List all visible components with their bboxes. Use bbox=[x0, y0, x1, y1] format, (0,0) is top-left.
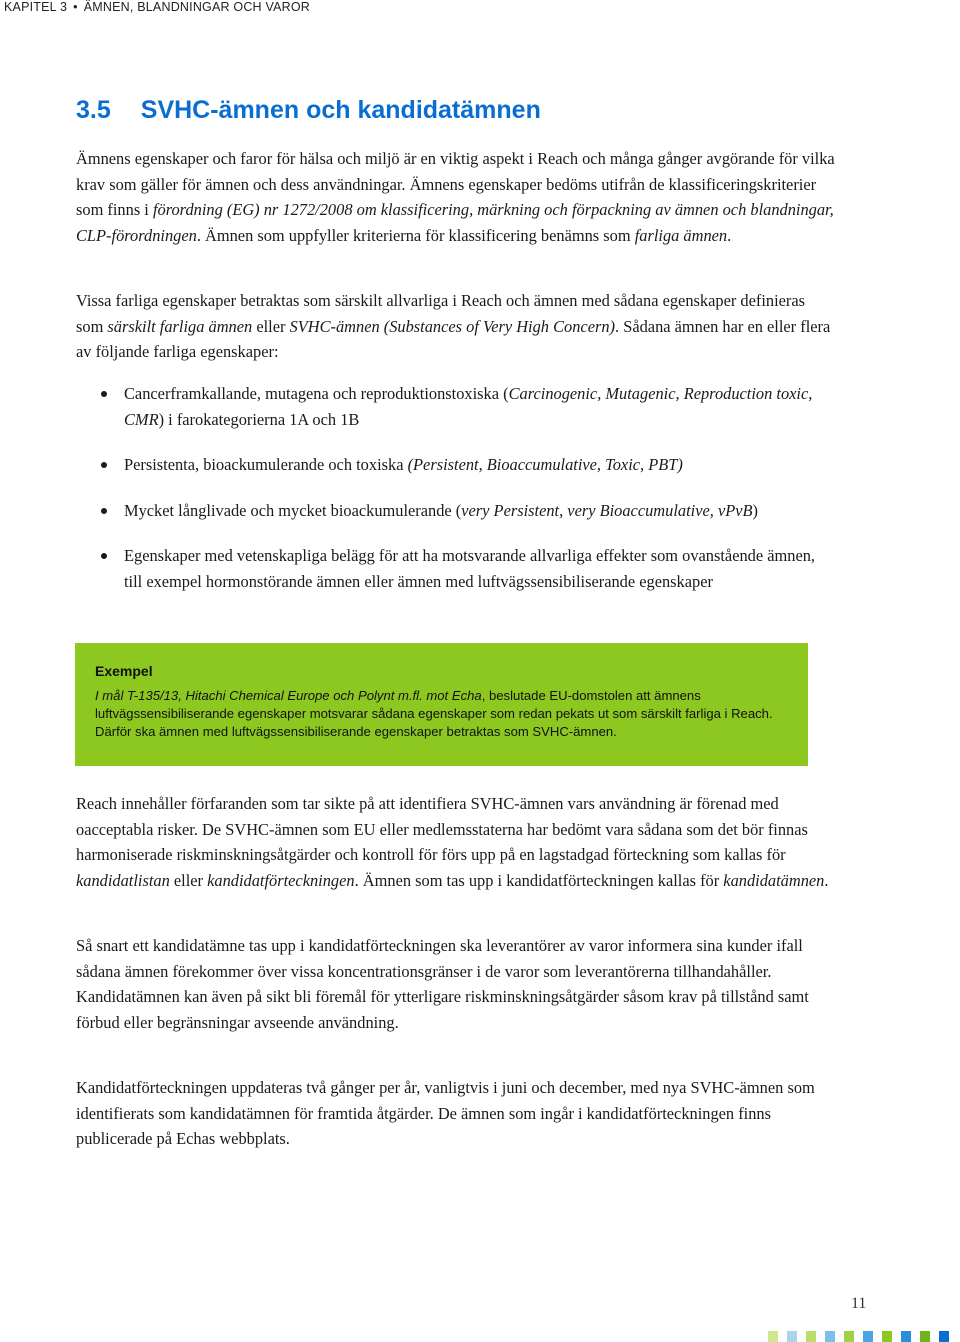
case-reference: I mål T-135/13, Hitachi Chemical Europe och Polynt m.fl. mot Echa bbox=[95, 688, 482, 703]
text-run: Egenskaper med vetenskapliga belägg för att ha motsvarande allvarliga effekter som ovanstående ämnen, till exempel hormonstörande ämnen eller ämnen med luftvägssensibiliserande egenskaper bbox=[124, 546, 816, 591]
chapter-label: KAPITEL 3 bbox=[4, 0, 68, 14]
text-run: ) bbox=[752, 500, 758, 520]
term-farliga-amnen: farliga ämnen bbox=[634, 225, 728, 245]
term-svhc: SVHC-ämnen (Substances of Very High Concern) bbox=[289, 316, 616, 336]
text-run: Mycket långlivade och mycket bioackumulerande ( bbox=[124, 500, 462, 520]
supplier-info-paragraph: Så snart ett kandidatämne tas upp i kandidatförteckningen ska leverantörer av varor informera sina kunder ifall sådana ämnen förekommer över vissa koncentrationsgränser i de varor som leverantörerna tillhandahåller. Kandidatämnen kan även på sikt bli föremål för ytterligare riskminskningsåtgärder såsom krav på tillstånd samt förbud eller begränsningar avseende användning. bbox=[76, 936, 809, 1032]
term-sarskilt-farliga: särskilt farliga ämnen bbox=[107, 316, 253, 336]
text-run: , beslutade EU-domstolen att ämnens luftvägssensibiliserande egenskaper motsvarar sådana egenskaper som redan pekats ut som särskilt farliga i Reach. Därför ska ämnen med luftvägssensibiliserande egenskaper betraktas som SVHC-ämnen. bbox=[95, 688, 773, 739]
candidate-list-paragraph bbox=[76, 791, 836, 893]
section-number: 3.5 bbox=[76, 96, 111, 124]
decorative-square bbox=[787, 1331, 797, 1342]
decorative-square bbox=[882, 1331, 892, 1342]
decorative-square bbox=[920, 1331, 930, 1342]
section-heading bbox=[76, 96, 541, 125]
text-run: eller bbox=[252, 316, 290, 336]
text-run: Ämnens egenskaper och faror för hälsa och miljö är en viktig aspekt i Reach och många gånger avgörande för vilka krav som gäller för ämnen och dess användningar. Ämnens egenskaper bedöms utifrån de klassificeringskriterier som finns i bbox=[76, 149, 835, 220]
term-kandidatlistan: kandidatlistan bbox=[76, 870, 170, 890]
bullet-separator-icon: • bbox=[73, 0, 78, 14]
list-item bbox=[76, 452, 836, 478]
page-number: 11 bbox=[851, 1295, 867, 1312]
decorative-squares bbox=[768, 1331, 949, 1342]
text-run: Reach innehåller förfaranden som tar sikte på att identifiera SVHC-ämnen vars användning är förenad med oacceptabla risker. De SVHC-ämnen som EU eller medlemsstaterna har bedömt vara sådana som det bör finnas harmoniserade riskminskningsåtgärder och kontroll för förs upp på en lagstadgad förteckning som kallas för bbox=[76, 794, 808, 865]
running-header bbox=[4, 0, 310, 14]
list-item bbox=[76, 498, 836, 524]
regulation-reference: förordning (EG) nr 1272/2008 om klassificering, märkning och förpackning av ämnen och blandningar, CLP-förordningen bbox=[76, 200, 834, 245]
update-paragraph: Kandidatförteckningen uppdateras två gånger per år, vanligtvis i juni och december, med nya SVHC-ämnen som identifierats som kandidatämnen för framtida åtgärder. De ämnen som ingår i kandidatförteckningen finns publicerade på Echas webbplats. bbox=[76, 1078, 815, 1149]
decorative-square bbox=[863, 1331, 873, 1342]
text-run: . Ämnen som tas upp i kandidatförteckningen kallas för bbox=[354, 870, 724, 890]
english-term: very Persistent, very Bioaccumulative, vPvB bbox=[461, 500, 753, 520]
example-text bbox=[95, 687, 800, 740]
example-title: Exempel bbox=[95, 663, 153, 679]
english-term: Carcinogenic, Mutagenic, Reproduction toxic, CMR bbox=[124, 384, 813, 429]
decorative-square bbox=[806, 1331, 816, 1342]
text-run: Persistenta, bioackumulerande och toxiska bbox=[124, 455, 408, 475]
section-title: SVHC-ämnen och kandidatämnen bbox=[140, 96, 541, 124]
properties-list bbox=[76, 381, 836, 595]
decorative-square bbox=[825, 1331, 835, 1342]
term-kandidatforteckningen: kandidatförteckningen bbox=[207, 870, 355, 890]
english-term: (Persistent, Bioaccumulative, Toxic, PBT) bbox=[407, 455, 683, 475]
text-run: eller bbox=[169, 870, 208, 890]
decorative-square bbox=[844, 1331, 854, 1342]
text-run: Vissa farliga egenskaper betraktas som särskilt allvarliga i Reach och ämnen med sådana egenskaper definieras som bbox=[76, 291, 806, 336]
term-kandidatamnen: kandidatämnen bbox=[723, 870, 825, 890]
decorative-square bbox=[939, 1331, 949, 1342]
decorative-square bbox=[901, 1331, 911, 1342]
text-run: . Sådana ämnen har en eller flera av följande farliga egenskaper: bbox=[76, 316, 831, 362]
text-run: ) i farokategorierna 1A och 1B bbox=[158, 409, 360, 429]
decorative-square bbox=[768, 1331, 778, 1342]
text-run: . Ämnen som uppfyller kriterierna för klassificering benämns som bbox=[196, 225, 635, 245]
intro-paragraph bbox=[76, 146, 836, 248]
text-run: Cancerframkallande, mutagena och reproduktionstoxiska ( bbox=[124, 384, 509, 403]
svhc-paragraph bbox=[76, 288, 836, 365]
text-run: . bbox=[824, 870, 829, 890]
example-box bbox=[75, 643, 808, 766]
list-item bbox=[76, 381, 836, 432]
chapter-title: ÄMNEN, BLANDNINGAR OCH VAROR bbox=[83, 0, 310, 14]
text-run: . bbox=[727, 225, 732, 245]
list-item bbox=[76, 543, 836, 594]
